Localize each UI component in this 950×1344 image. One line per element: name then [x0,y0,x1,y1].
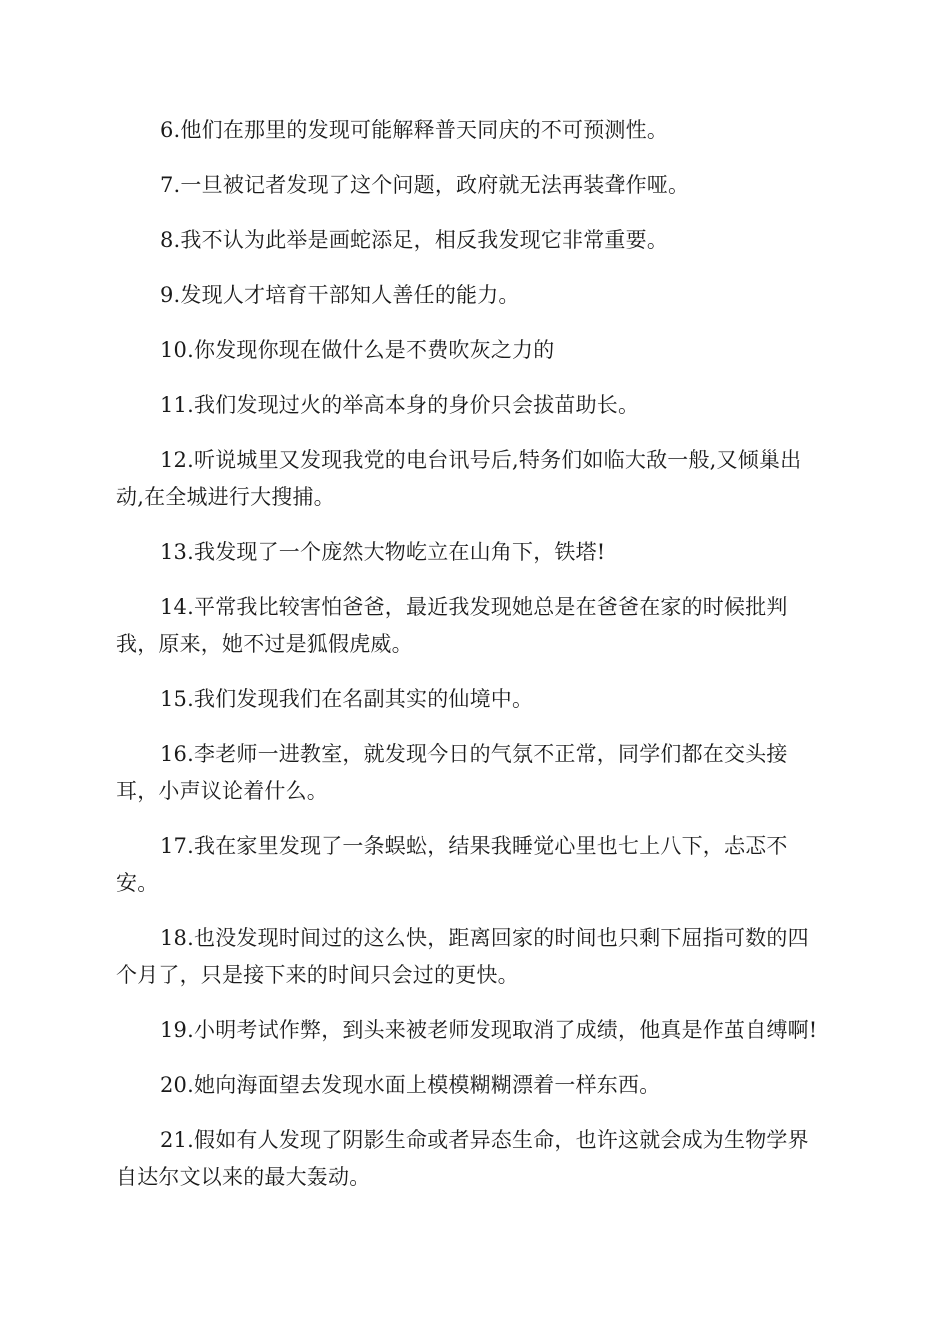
sentence-paragraph: 10.你发现你现在做什么是不费吹灰之力的 [160,338,555,362]
sentence-paragraph: 16.李老师一进教室，就发现今日的气氛不正常，同学们都在交头接耳，小声议论着什么。 [116,742,788,803]
sentence-paragraph: 7.一旦被记者发现了这个问题，政府就无法再装聋作哑。 [160,173,690,197]
sentence-paragraph: 20.她向海面望去发现水面上模模糊糊漂着一样东西。 [160,1073,661,1097]
sentence-paragraph: 21.假如有人发现了阴影生命或者异态生命，也许这就会成为生物学界自达尔文以来的最大轰动。 [116,1128,809,1189]
sentence-paragraph: 17.我在家里发现了一条蜈蚣，结果我睡觉心里也七上八下，忐忑不安。 [116,834,788,895]
sentence-paragraph: 13.我发现了一个庞然大物屹立在山角下，铁塔! [160,540,606,564]
sentence-paragraph: 9.发现人才培育干部知人善任的能力。 [160,283,520,307]
sentence-paragraph: 14.平常我比较害怕爸爸，最近我发现她总是在爸爸在家的时候批判我，原来，她不过是狐假虎威。 [116,595,788,656]
document-body [116,112,826,1214]
sentence-paragraph: 8.我不认为此举是画蛇添足，相反我发现它非常重要。 [160,228,669,252]
sentence-paragraph: 6.他们在那里的发现可能解释普天同庆的不可预测性。 [160,118,669,142]
sentence-paragraph: 11.我们发现过火的举高本身的身价只会拔苗助长。 [160,393,640,417]
sentence-paragraph: 12.听说城里又发现我党的电台讯号后,特务们如临大敌一般,又倾巢出动,在全城进行大搜捕。 [116,448,802,509]
sentence-paragraph: 19.小明考试作弊，到头来被老师发现取消了成绩，他真是作茧自缚啊! [160,1018,818,1042]
sentence-paragraph: 18.也没发现时间过的这么快，距离回家的时间也只剩下屈指可数的四个月了，只是接下来的时间只会过的更快。 [116,926,809,987]
sentence-paragraph: 15.我们发现我们在名副其实的仙境中。 [160,687,534,711]
